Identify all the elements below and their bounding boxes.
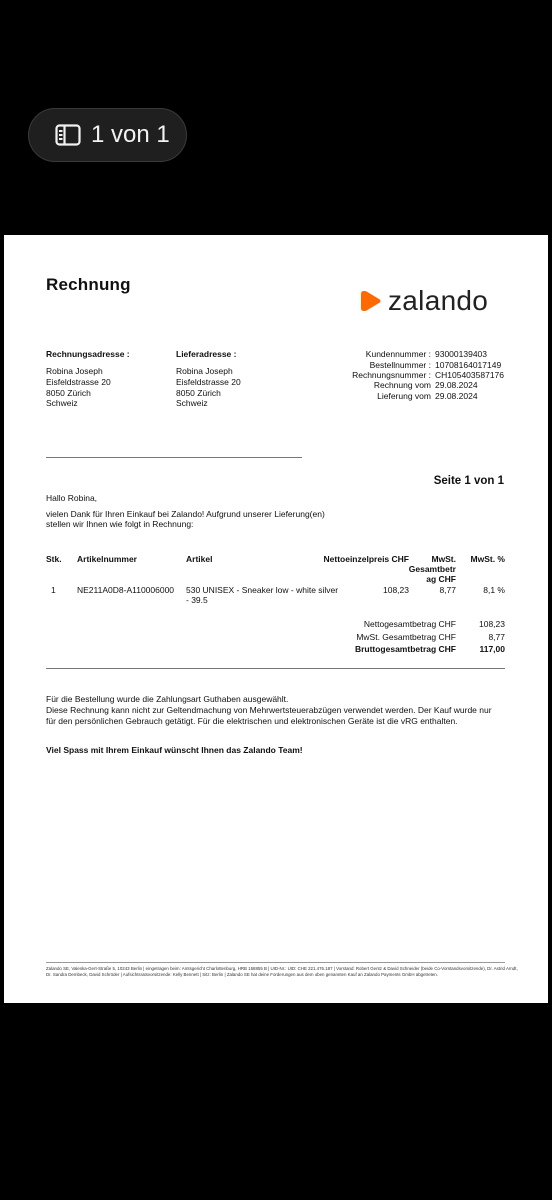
page-indicator-pill[interactable] [28,108,187,162]
zalando-logo-icon [360,289,382,313]
item-vat-rate: 8,1 % [483,585,505,595]
column-header-qty: Stk. [46,554,62,564]
page-label: Seite 1 von 1 [433,475,504,487]
billing-city: 8050 Zürich [46,388,91,398]
intro-line-2: stellen wir Ihnen wie folgt in Rechnung: [46,519,194,529]
invoice-date-value: 29.08.2024 [435,380,478,390]
customer-number-label: Kundennummer : [365,349,431,359]
net-total-label: Nettogesamtbetrag CHF [363,619,456,629]
gross-total-value: 117,00 [479,644,505,654]
billing-street: Eisfeldstrasse 20 [46,377,111,387]
delivery-date-label: Lieferung vom [377,391,431,401]
invoice-number-value: CH105403587176 [435,370,505,380]
greeting: Hallo Robina, [46,493,98,503]
shipping-name: Robina Joseph [176,366,233,376]
column-header-vat-total-1: MwSt. [431,554,456,564]
shipping-city: 8050 Zürich [176,388,221,398]
invoice-number-label: Rechnungsnummer : [352,370,431,380]
net-total-value: 108,23 [479,619,505,629]
column-header-vat-total-2: Gesamtbetr [408,564,456,574]
column-header-article-number: Artikelnummer [77,554,137,564]
legal-note-line-1: Diese Rechnung kann nicht zur Geltendmachung von Mehrwertsteuerabzügen verwendet werden. Der Kauf wurde nur [46,705,492,715]
billing-country: Schweiz [46,398,78,408]
delivery-date-value: 29.08.2024 [435,391,478,401]
payment-note: Für die Bestellung wurde die Zahlungsart Guthaben ausgewählt. [46,694,289,704]
vat-total-label: MwSt. Gesamtbetrag CHF [356,632,456,642]
invoice-title: Rechnung [46,275,131,294]
column-header-vat-rate: MwSt. % [470,554,505,564]
billing-name: Robina Joseph [46,366,103,376]
column-header-vat-total-3: ag CHF [426,574,456,584]
invoice-date-label: Rechnung vom [373,380,431,390]
order-number-label: Bestellnummer : [369,360,431,370]
shipping-country: Schweiz [176,398,208,408]
legal-note-line-2: für den persönlichen Gebrauch getätigt. Für die elektrischen und elektronischen Geräte ist die vRG enthalten. [46,716,458,726]
zalando-logo [360,285,488,317]
vat-total-value: 8,77 [488,632,505,642]
item-vat-total: 8,77 [439,585,456,595]
order-number-value: 10708164017149 [435,360,502,370]
footer-line-2: Dr. Sandra Dembeck, David Schröder | Aufsichtsratsvorsitzende: Kelly Bennett | Sitz: Berlin | Zalando SE hat deine Forderungen aus dem oben genannten Kauf an Zalando Payments GmbH abgetreten. [46,972,438,977]
shipping-street: Eisfeldstrasse 20 [176,377,241,387]
totals-divider [46,668,505,669]
footer-divider [46,962,505,963]
gross-total-label: Bruttogesamtbetrag CHF [354,644,456,654]
page-layout-icon [55,124,81,146]
item-article-line-1: 530 UNISEX - Sneaker low - white silver [186,585,339,595]
footer-line-1: Zalando SE, Valeska-Gert-Straße 5, 10243 Berlin | eingetragen beim: Amtsgericht Charlottenburg, HRB 158855 B | UID-Nr.: UID: CHE 221.476.187 | Vorstand: Robert Gentz & David Schneider (beide Co-Vorstandsvorsitzende), Dr. Astrid Arndt, [46,966,518,971]
customer-number-value: 93000139403 [435,349,488,359]
item-article-number: NE211A0D8-A110006000 [77,585,175,595]
item-net-price: 108,23 [383,585,409,595]
billing-address-heading: Rechnungsadresse : [46,349,130,359]
invoice-document [4,235,548,1003]
zalando-wordmark: zalando [388,285,489,316]
column-header-net-price: Nettoeinzelpreis CHF [323,554,409,564]
shipping-address-heading: Lieferadresse : [176,349,237,359]
page-indicator-text: 1 von 1 [91,121,170,148]
column-header-article: Artikel [186,554,213,564]
address-divider [46,457,302,458]
item-qty: 1 [51,585,56,595]
item-article-line-2: - 39.5 [186,595,208,605]
closing-message: Viel Spass mit Ihrem Einkauf wünscht Ihnen das Zalando Team! [46,745,303,755]
intro-line-1: vielen Dank für Ihren Einkauf bei Zalando! Aufgrund unserer Lieferung(en) [46,509,325,519]
